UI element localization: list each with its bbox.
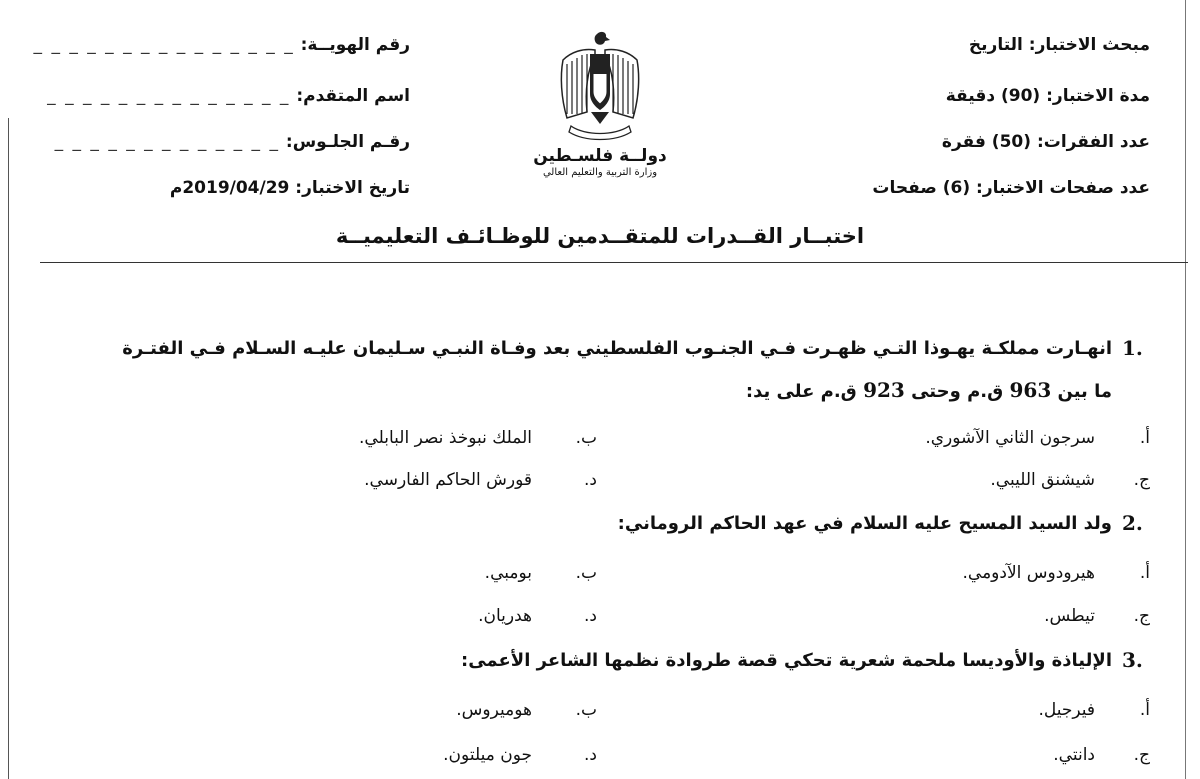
option-letter: ج. (1133, 745, 1150, 765)
items-label: عدد الفقرات: (1036, 132, 1150, 152)
subject-label: مبحث الاختبار: (1028, 35, 1150, 55)
question-1-line-1: انهـارت مملكـة يهـوذا التـي ظهـرت فـي الجنـوب الفلسطيني بعد وفـاة النبـي سـليمان عليـه السـلام فـي الفتـرة (122, 338, 1112, 359)
question-2-option-a: هيرودوس الآدومي. (962, 563, 1095, 583)
palestine-emblem (530, 28, 670, 198)
question-1-option-b: الملك نبوخذ نصر البابلي. (359, 428, 532, 448)
eagle-emblem-icon (557, 28, 643, 146)
option-letter: د. (584, 470, 597, 490)
question-2-text: ولد السيد المسيح عليه السلام في عهد الحاكم الروماني: (617, 513, 1112, 534)
items-line (942, 132, 1150, 152)
question-1-number: 1. (1122, 336, 1143, 360)
option-letter: د. (584, 606, 597, 626)
question-1-option-a: سرجون الثاني الآشوري. (925, 428, 1095, 448)
option-letter: أ. (1139, 700, 1150, 720)
exam-date-label: تاريخ الاختبار: (295, 178, 410, 198)
page-edge-right (1185, 0, 1186, 779)
items-value: (50) فقرة (941, 132, 1032, 152)
question-3-number: 3. (1122, 648, 1143, 672)
id-number-label: رقم الهويــة: (300, 35, 410, 55)
state-name: دولــة فلسـطين (533, 146, 667, 166)
question-3-option-a: فيرجيل. (1038, 700, 1095, 720)
subject-value: التاريخ (968, 35, 1023, 55)
question-3-option-c: دانتي. (1053, 745, 1095, 765)
question-1-text-c: ق.م على يد: (745, 381, 857, 402)
seat-number-blank: _ _ _ _ _ _ _ _ _ _ _ _ _ (54, 132, 280, 152)
question-1-year-start: 963 (1009, 378, 1052, 402)
question-1-text-b: ق.م وحتى (911, 381, 1004, 402)
applicant-name-blank: _ _ _ _ _ _ _ _ _ _ _ _ _ _ (47, 86, 291, 106)
option-letter: ب. (575, 563, 597, 583)
question-1-option-c: شيشنق الليبي. (990, 470, 1095, 490)
id-number-blank: _ _ _ _ _ _ _ _ _ _ _ _ _ _ _ (33, 35, 295, 55)
question-2-option-b: بومبي. (484, 563, 532, 583)
pages-line (872, 178, 1150, 198)
question-2-option-c: تيطس. (1044, 606, 1095, 626)
seat-number-label: رقـم الجلـوس: (285, 132, 410, 152)
question-1-text-a: ما بين (1057, 381, 1112, 402)
duration-line (946, 86, 1150, 106)
option-letter: ج. (1133, 470, 1150, 490)
option-letter: ب. (575, 428, 597, 448)
question-1-line-2 (746, 378, 1112, 402)
option-letter: أ. (1139, 428, 1150, 448)
header-divider (40, 262, 1188, 263)
option-letter: أ. (1139, 563, 1150, 583)
duration-value: (90) دقيقة (945, 86, 1041, 106)
applicant-name-line (47, 86, 410, 106)
pages-value: (6) صفحات (872, 178, 971, 198)
question-2-option-d: هدريان. (478, 606, 532, 626)
seat-number-line (55, 132, 410, 152)
question-3-option-d: جون ميلتون. (443, 745, 532, 765)
subject-line (969, 35, 1150, 55)
question-3-text: الإلياذة والأوديسا ملحمة شعرية تحكي قصة طروادة نظمها الشاعر الأعمى: (461, 650, 1112, 671)
ministry-name: وزارة التربية والتعليم العالي (542, 167, 658, 178)
option-letter: د. (584, 745, 597, 765)
exam-date-value: 2019/04/29م (169, 178, 290, 198)
page-edge-left (8, 118, 9, 779)
option-letter: ب. (575, 700, 597, 720)
applicant-name-label: اسم المتقدم: (296, 86, 410, 106)
exam-date-line (170, 178, 410, 198)
question-1-option-d: قورش الحاكم الفارسي. (364, 470, 532, 490)
question-1-year-end: 923 (863, 378, 905, 402)
question-2-number: 2. (1122, 511, 1143, 535)
pages-label: عدد صفحات الاختبار: (976, 178, 1150, 198)
id-number-line (34, 35, 410, 55)
question-3-option-b: هوميروس. (456, 700, 532, 720)
exam-title: اختبــار القــدرات للمتقــدمين للوظـائـف التعليميــة (335, 224, 865, 248)
duration-label: مدة الاختبار: (1046, 86, 1150, 106)
option-letter: ج. (1133, 606, 1150, 626)
